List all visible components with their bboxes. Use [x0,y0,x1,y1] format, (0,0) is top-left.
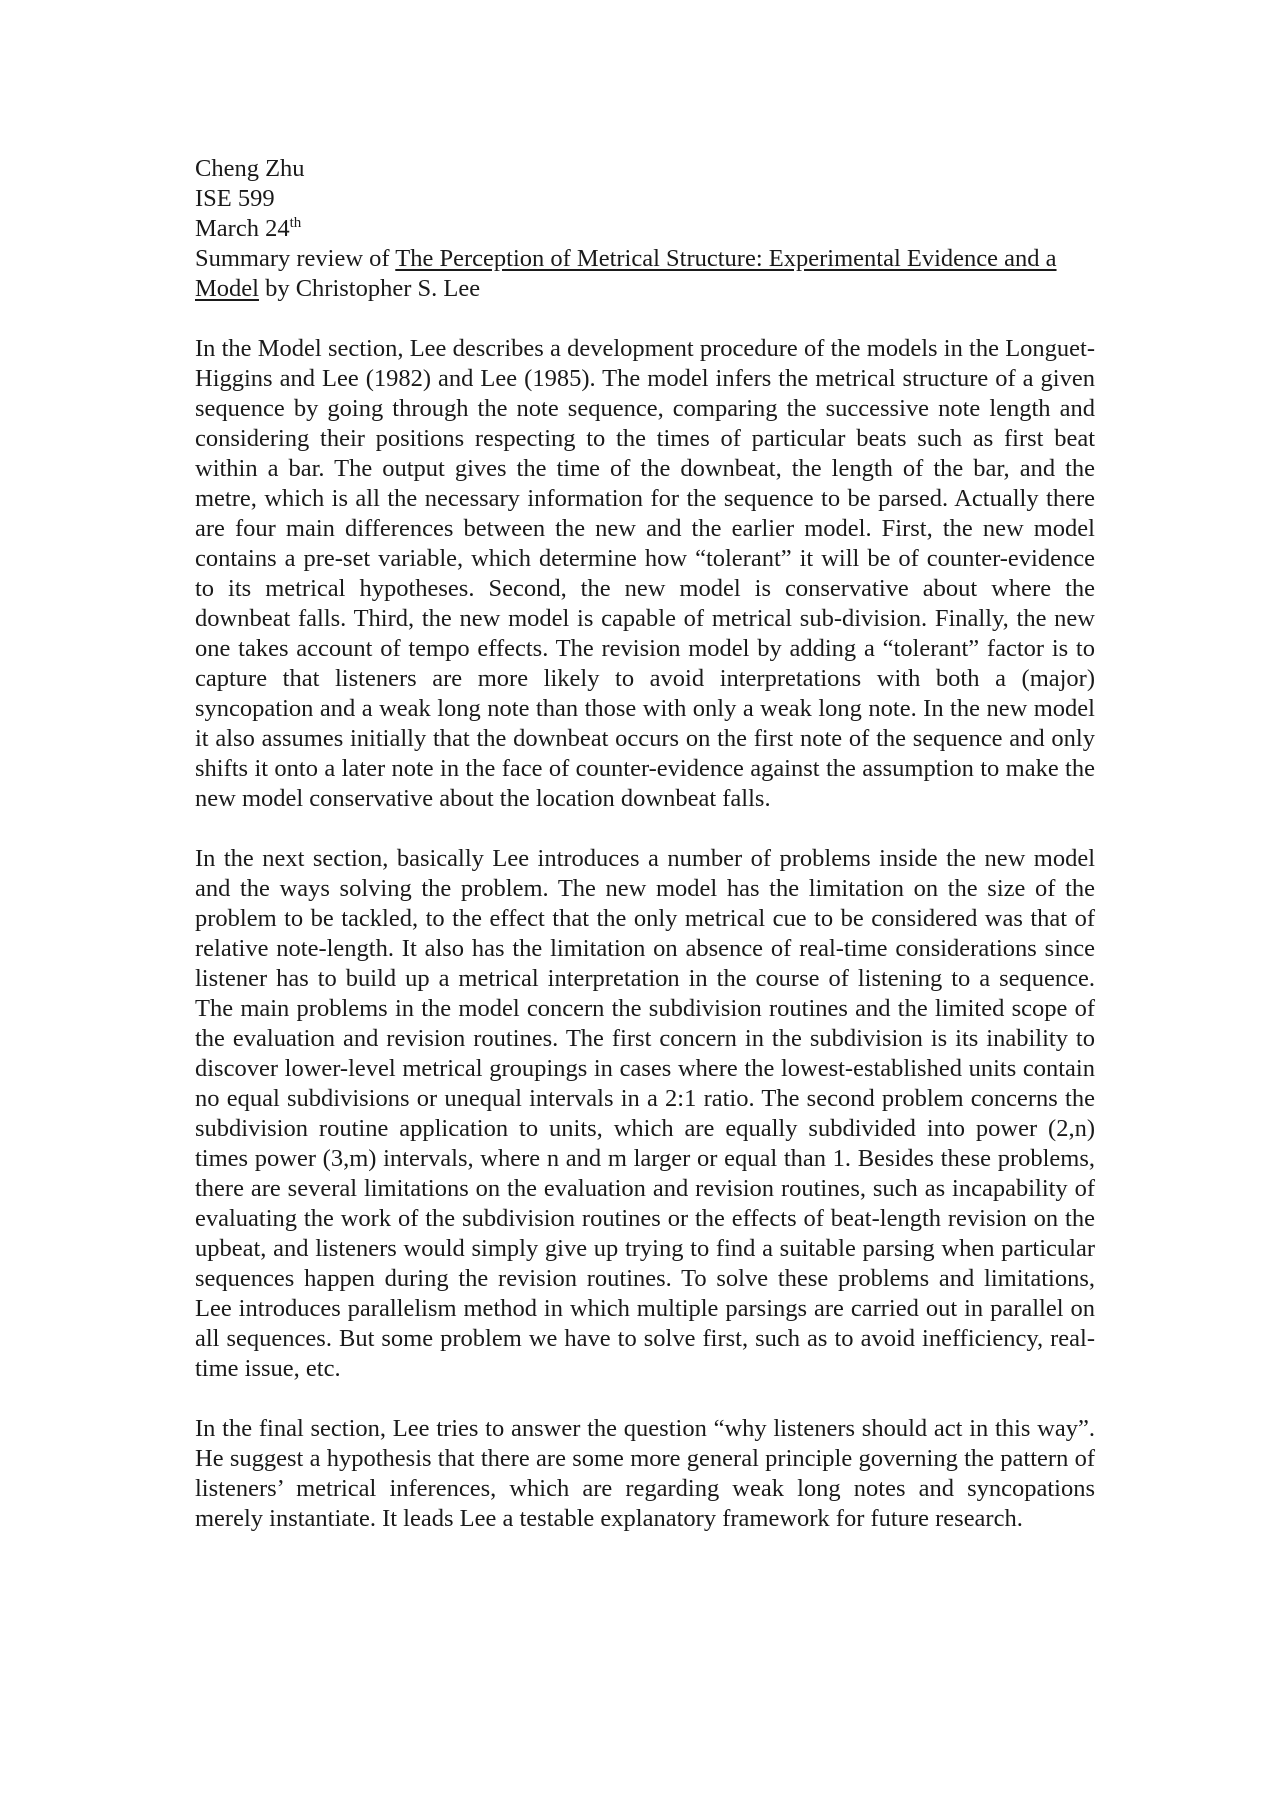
summary-suffix: by Christopher S. Lee [258,275,481,302]
paragraph-final-section: In the final section, Lee tries to answer the question “why listeners should act in this way”. He suggest a hypothesis that there are some more general principle governing the pattern of listeners’ metrical inferences, which are regarding weak long notes and syncopations merely instantiate. It leads Lee a testable explanatory framework for future research. [195,1415,1095,1532]
summary-prefix: Summary review of [195,245,396,272]
paragraph-next-section: In the next section, basically Lee introduces a number of problems inside the new model and the ways solving the problem. The new model has the limitation on the size of the problem to be tackled, to the effect that the only metrical cue to be considered was that of relative note-length. It also has the limitation on absence of real-time considerations since listener has to build up a metrical interpretation in the course of listening to a sequence. The main problems in the model concern the subdivision routines and the limited scope of the evaluation and revision routines. The first concern in the subdivision is its inability to discover lower-level metrical groupings in cases where the lowest-established units contain no equal subdivisions or unequal intervals in a 2:1 ratio. The second problem concerns the subdivision routine application to units, which are equally subdivided into power (2,n) times power (3,m) intervals, where n and m larger or equal than 1. Besides these problems, there are several limitations on the evaluation and revision routines, such as incapability of evaluating the work of the subdivision routines or the effects of beat-length revision on the upbeat, and listeners would simply give up trying to find a suitable parsing when particular sequences happen during the revision routines. To solve these problems and limitations, Lee introduces parallelism method in which multiple parsings are carried out in parallel on all sequences. But some problem we have to solve first, such as to avoid inefficiency, real-time issue, etc. [195,845,1095,1382]
document-header [195,154,1095,304]
article-title: The Perception of Metrical Structure: Experimental Evidence and a Model [195,245,1057,302]
document-body [195,154,1095,1534]
paragraph-model-section: In the Model section, Lee describes a development procedure of the models in the Longuet-Higgins and Lee (1982) and Lee (1985). The model infers the metrical structure of a given sequence by going through the note sequence, comparing the successive note length and considering their positions respecting to the times of particular beats such as first beat within a bar. The output gives the time of the downbeat, the length of the bar, and the metre, which is all the necessary information for the sequence to be parsed. Actually there are four main differences between the new and the earlier model. First, the new model contains a pre-set variable, which determine how “tolerant” it will be of counter-evidence to its metrical hypotheses. Second, the new model is conservative about where the downbeat falls. Third, the new model is capable of metrical sub-division. Finally, the new one takes account of tempo effects. The revision model by adding a “tolerant” factor is to capture that listeners are more likely to avoid interpretations with both a (major) syncopation and a weak long note than those with only a weak long note. In the new model it also assumes initially that the downbeat occurs on the first note of the sequence and only shifts it onto a later note in the face of counter-evidence against the assumption to make the new model conservative about the location downbeat falls. [195,335,1095,812]
summary-title [195,244,1095,304]
date-suffix: th [289,214,302,231]
author-name: Cheng Zhu [195,155,305,182]
date-main: March 24 [195,215,290,242]
course-code: ISE 599 [195,185,275,212]
submission-date [195,214,1095,244]
